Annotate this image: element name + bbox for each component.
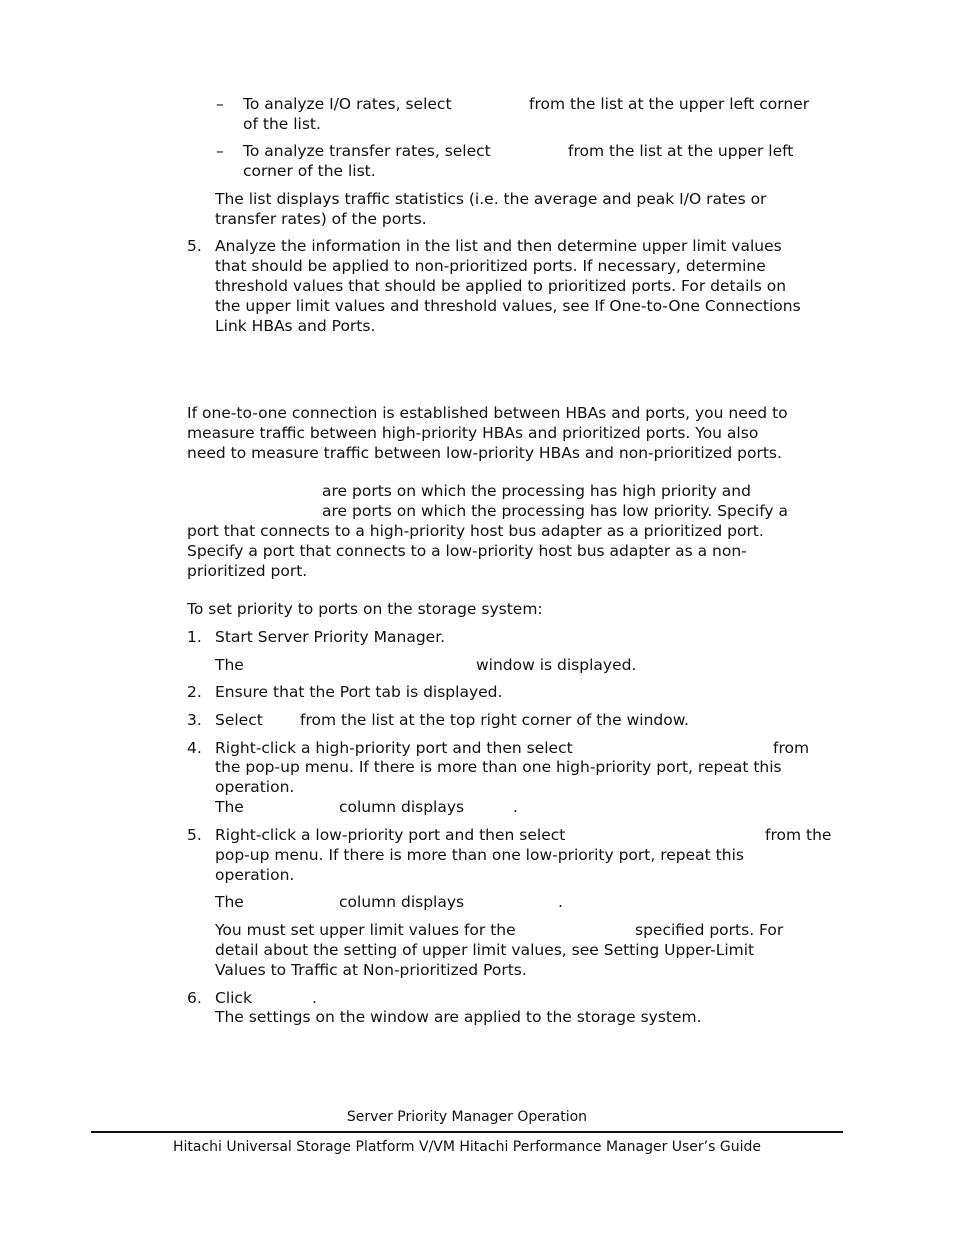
bullet-text: of the list. bbox=[243, 115, 321, 133]
step-result: The bbox=[215, 893, 244, 911]
step-text: Right-click a low-priority port and then select bbox=[215, 826, 566, 844]
step-text: Start Server Priority Manager. bbox=[215, 628, 446, 646]
note-text: specified ports. For bbox=[635, 921, 784, 939]
step-text: operation. bbox=[215, 866, 295, 884]
step-result: The bbox=[215, 798, 244, 816]
step-number: 5. bbox=[187, 826, 202, 844]
footer-guide-title: Hitachi Universal Storage Platform V/VM Hitachi Performance Manager User’s Guide bbox=[173, 1139, 761, 1155]
paragraph-line: need to measure traffic between low-priority HBAs and non-prioritized ports. bbox=[187, 444, 782, 462]
step-result: column displays bbox=[339, 893, 465, 911]
bullet-text: from the list at the upper left bbox=[568, 142, 794, 160]
step-text: Analyze the information in the list and then determine upper limit values bbox=[215, 237, 782, 255]
step-text: from the bbox=[765, 826, 832, 844]
bullet-text: To analyze transfer rates, select bbox=[243, 142, 491, 160]
step-result: . bbox=[558, 893, 563, 911]
paragraph-line: prioritized port. bbox=[187, 562, 308, 580]
bullet-dash: – bbox=[216, 142, 224, 160]
step-text: the pop-up menu. If there is more than one high-priority port, repeat this bbox=[215, 758, 782, 776]
note-text: Values to Traffic at Non-prioritized Ports. bbox=[215, 961, 527, 979]
step-text: from bbox=[773, 739, 810, 757]
step-result: The bbox=[215, 656, 244, 674]
note-text: You must set upper limit values for the bbox=[215, 921, 516, 939]
paragraph-line: port that connects to a high-priority host bus adapter as a prioritized port. bbox=[187, 522, 764, 540]
step-number: 3. bbox=[187, 711, 202, 729]
step-text: operation. bbox=[215, 778, 295, 796]
bullet-text: To analyze I/O rates, select bbox=[243, 95, 452, 113]
footer-divider bbox=[91, 1131, 843, 1133]
step-text: Select bbox=[215, 711, 263, 729]
bullet-dash: – bbox=[216, 95, 224, 113]
paragraph-line: The list displays traffic statistics (i.e. the average and peak I/O rates or bbox=[215, 190, 767, 208]
step-number: 5. bbox=[187, 237, 202, 255]
step-number: 4. bbox=[187, 739, 202, 757]
paragraph-line: measure traffic between high-priority HBAs and prioritized ports. You also bbox=[187, 424, 759, 442]
paragraph-line: Specify a port that connects to a low-priority host bus adapter as a non- bbox=[187, 542, 747, 560]
paragraph-line: If one-to-one connection is established between HBAs and ports, you need to bbox=[187, 404, 788, 422]
step-text: that should be applied to non-prioritized ports. If necessary, determine bbox=[215, 257, 766, 275]
step-text: threshold values that should be applied to prioritized ports. For details on bbox=[215, 277, 787, 295]
step-text: Right-click a high-priority port and then select bbox=[215, 739, 573, 757]
note-text: detail about the setting of upper limit values, see Setting Upper-Limit bbox=[215, 941, 755, 959]
step-text: Link HBAs and Ports. bbox=[215, 317, 376, 335]
paragraph-line: transfer rates) of the ports. bbox=[215, 210, 427, 228]
bullet-text: from the list at the upper left corner bbox=[529, 95, 810, 113]
step-number: 6. bbox=[187, 989, 202, 1007]
step-result: The settings on the window are applied to the storage system. bbox=[215, 1008, 702, 1026]
paragraph-line: are ports on which the processing has low priority. Specify a bbox=[322, 502, 789, 520]
step-text: pop-up menu. If there is more than one low-priority port, repeat this bbox=[215, 846, 744, 864]
step-text: . bbox=[312, 989, 317, 1007]
footer-section-title: Server Priority Manager Operation bbox=[346, 1109, 588, 1125]
step-text: from the list at the top right corner of the window. bbox=[300, 711, 689, 729]
step-number: 1. bbox=[187, 628, 202, 646]
step-result: . bbox=[513, 798, 518, 816]
step-result: column displays bbox=[339, 798, 465, 816]
step-text: the upper limit values and threshold values, see If One-to-One Connections bbox=[215, 297, 801, 315]
procedure-intro: To set priority to ports on the storage system: bbox=[187, 600, 543, 618]
step-text: Click bbox=[215, 989, 252, 1007]
bullet-text: corner of the list. bbox=[243, 162, 376, 180]
step-number: 2. bbox=[187, 683, 202, 701]
step-result: window is displayed. bbox=[476, 656, 637, 674]
step-text: Ensure that the Port tab is displayed. bbox=[215, 683, 503, 701]
paragraph-line: are ports on which the processing has high priority and bbox=[322, 482, 751, 500]
